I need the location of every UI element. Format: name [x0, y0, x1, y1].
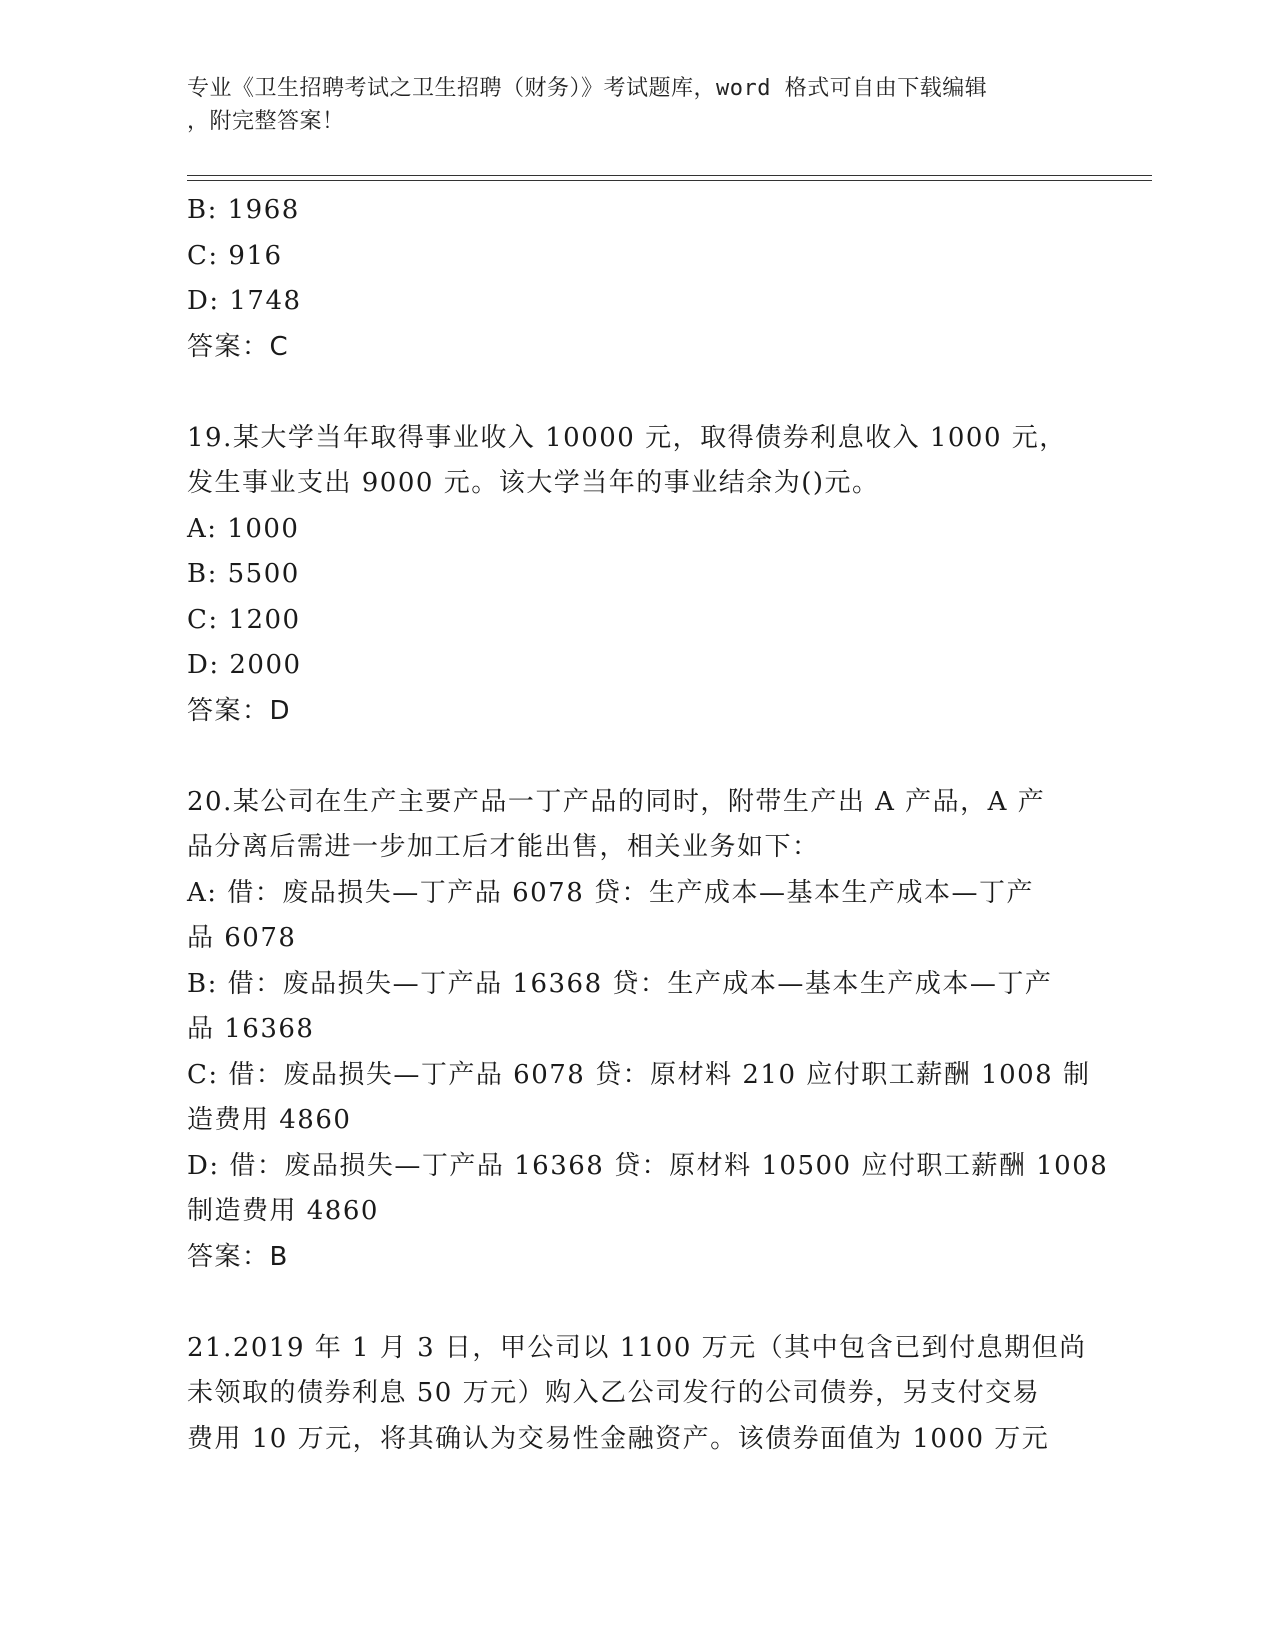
- question-stem-line: 未领取的债券利息 50 万元）购入乙公司发行的公司债券，另支付交易: [187, 1378, 1041, 1408]
- question-stem-line: 20.某公司在生产主要产品一丁产品的同时，附带生产出 A 产品，A 产: [187, 786, 1046, 817]
- header-divider-bottom: [187, 180, 1152, 181]
- option-b: B: 1968: [187, 195, 300, 225]
- option-d: D: 2000: [187, 650, 302, 680]
- option-b: B: 5500: [187, 559, 300, 589]
- answer-line: 答案：B: [187, 1241, 289, 1272]
- option-c: C: 借：废品损失—丁产品 6078 贷：原材料 210 应付职工薪酬 1008 制: [187, 1059, 1091, 1090]
- option-b-continued: 品 16368: [187, 1014, 315, 1044]
- question-stem-line: 19.某大学当年取得事业收入 10000 元，取得债券利息收入 1000 元，: [187, 422, 1067, 453]
- option-a: A: 借：废品损失—丁产品 6078 贷：生产成本—基本生产成本—丁产: [187, 877, 1034, 908]
- header-title-line-1: 专业《卫生招聘考试之卫生招聘（财务）》考试题库，word 格式可自由下载编辑: [187, 76, 988, 101]
- option-b: B: 借：废品损失—丁产品 16368 贷：生产成本—基本生产成本—丁产: [187, 968, 1053, 999]
- question-20: [187, 780, 1109, 1281]
- question-stem-line: 品分离后需进一步加工后才能出售，相关业务如下：: [187, 832, 820, 862]
- spacer: [187, 370, 1087, 416]
- question-19: [187, 416, 1087, 735]
- option-c: C: 1200: [187, 604, 301, 635]
- option-a-continued: 品 6078: [187, 923, 297, 953]
- header-divider-top: [187, 175, 1152, 176]
- answer-line: 答案：C: [187, 331, 290, 362]
- question-stem-line: 费用 10 万元，将其确认为交易性金融资产。该债券面值为 1000 万元: [187, 1423, 1050, 1454]
- spacer: [187, 1280, 1087, 1326]
- header-title-line-2: ，附完整答案！: [187, 109, 345, 134]
- option-c-continued: 造费用 4860: [187, 1105, 352, 1135]
- option-c: C: 916: [187, 240, 283, 271]
- question-stem-line: 21.2019 年 1 月 3 日，甲公司以 1100 万元（其中包含已到付息期但尚: [187, 1332, 1087, 1363]
- document-header: [187, 72, 1067, 138]
- answer-line: 答案：D: [187, 695, 292, 726]
- option-a: A: 1000: [187, 513, 300, 544]
- option-d: D: 借：废品损失—丁产品 16368 贷：原材料 10500 应付职工薪酬 1008: [187, 1150, 1109, 1181]
- option-d: D: 1748: [187, 286, 302, 316]
- spacer: [187, 734, 1087, 780]
- question-stem-line: 发生事业支出 9000 元。该大学当年的事业结余为()元。: [187, 468, 880, 498]
- question-18-tail: [187, 188, 1087, 370]
- option-d-continued: 制造费用 4860: [187, 1196, 379, 1226]
- question-21: [187, 1326, 1087, 1463]
- document-body: [187, 188, 1109, 1462]
